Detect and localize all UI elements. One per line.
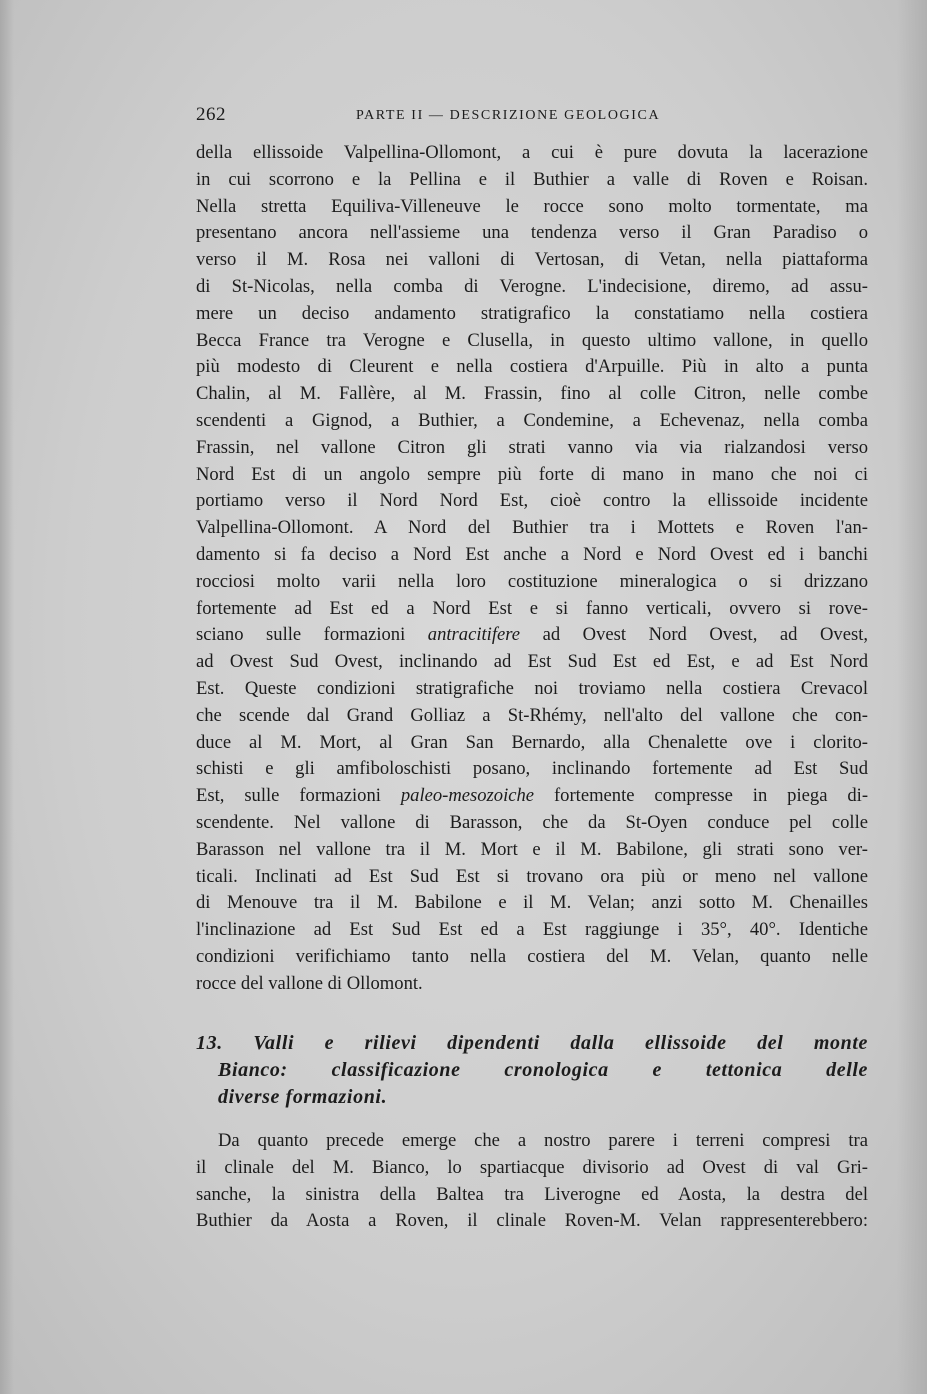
text-segment: ad Ovest Nord Ovest, ad Ovest, [520,624,868,646]
text-line [196,756,868,783]
text-line [196,488,868,515]
text-segment: Nella stretta Equiliva-Villeneuve le rocce sono molto tormentate, ma [196,195,868,217]
text-segment: Nord Est di un angolo sempre più forte di mano in mano che noi ci [196,463,868,485]
text-line [196,971,868,998]
text-segment: in cui scorrono e la Pellina e il Buthier a valle di Roven e Roisan. [196,168,868,190]
text-segment: condizioni verifichiamo tanto nella costiera del M. Velan, quanto nelle [196,945,868,967]
text-segment: Buthier da Aosta a Roven, il clinale Roven-M. Velan rappresenterebbero: [196,1210,868,1232]
text-line [196,703,868,730]
text-segment: ticali. Inclinati ad Est Sud Est si trovano ora più or meno nel vallone [196,865,868,887]
body-paragraph-1 [196,140,868,998]
text-segment: di St-Nicolas, nella comba di Verogne. L'indecisione, diremo, ad assu- [196,275,868,297]
text-segment: Est. Queste condizioni stratigrafiche noi troviamo nella costiera Crevacol [196,677,868,699]
text-line [196,1155,868,1182]
text-line [196,944,868,971]
text-segment: Da quanto precede emerge che a nostro parere i terreni compresi tra [218,1130,868,1151]
running-head: PARTE II — DESCRIZIONE GEOLOGICA [356,108,661,123]
text-line [196,542,868,569]
text-line [196,649,868,676]
text-segment: sanche, la sinistra della Baltea tra Liverogne ed Aosta, la destra del [196,1183,868,1205]
text-line [196,328,868,355]
text-line [196,140,868,167]
text-segment: sciano sulle formazioni [196,624,428,646]
text-line [196,515,868,542]
text-line [196,194,868,221]
text-line [196,1182,868,1209]
text-segment: scendenti a Gignod, a Buthier, a Condemine, a Echevenaz, nella comba [196,409,868,431]
page-header [196,104,868,128]
text-line [196,1208,868,1235]
text-segment: rocciosi molto varii nella loro costituzione mineralogica o si drizzano [196,570,868,592]
page-edge-shadow-right [897,0,927,1394]
text-segment: Barasson nel vallone tra il M. Mort e il M. Babilone, gli strati sono ver- [196,838,868,860]
text-segment: della ellissoide Valpellina-Ollomont, a cui è pure dovuta la lacerazione [196,142,868,163]
text-line [196,622,868,649]
section-heading-line-1: 13. Valli e rilievi dipendenti dalla ellissoide del monte [196,1032,868,1054]
text-segment: Frassin, nel vallone Citron gli strati vanno via via rialzandosi verso [196,436,868,458]
text-segment: portiamo verso il Nord Nord Est, cioè contro la ellissoide incidente [196,490,868,512]
text-segment: Est, sulle formazioni [196,785,401,807]
text-segment: duce al M. Mort, al Gran San Bernardo, alla Chenalette ove i clorito- [196,731,868,753]
text-line [196,408,868,435]
text-line [196,220,868,247]
section-heading [196,1030,868,1111]
text-segment: mere un deciso andamento stratigrafico la constatiamo nella costiera [196,302,868,324]
text-segment: che scende dal Grand Golliaz a St-Rhémy, nell'alto del vallone che con- [196,704,868,726]
text-segment: presentano ancora nell'assieme una tendenza verso il Gran Paradiso o [196,222,868,244]
text-segment: damento si fa deciso a Nord Est anche a Nord e Nord Ovest ed i banchi [196,543,868,565]
text-line [196,837,868,864]
text-line [196,569,868,596]
section-heading-line-3: diverse formazioni. [218,1086,388,1108]
text-line [196,354,868,381]
text-segment: fortemente compresse in piega di- [534,785,868,807]
text-segment: di Menouve tra il M. Babilone e il M. Velan; anzi sotto M. Chenailles [196,892,868,914]
text-line [196,730,868,757]
text-segment: Valpellina-Ollomont. A Nord del Buthier tra i Mottets e Roven l'an- [196,517,868,539]
text-line [196,864,868,891]
italic-term: antracitifere [427,624,521,646]
text-line [196,810,868,837]
text-line [196,917,868,944]
text-line [196,890,868,917]
italic-term: paleo-mesozoiche [400,785,535,807]
text-segment: l'inclinazione ad Est Sud Est ed a Est raggiunge i 35°, 40°. Identiche [196,919,868,941]
text-segment: Becca France tra Verogne e Clusella, in questo ultimo vallone, in quello [196,329,868,351]
text-segment: più modesto di Cleurent e nella costiera d'Arpuille. Più in alto a punta [196,356,868,378]
text-line [196,167,868,194]
text-segment: fortemente ad Est ed a Nord Est e si fanno verticali, ovvero si rove- [196,597,868,619]
text-line [196,274,868,301]
body-paragraph-2 [196,1128,868,1235]
text-line [196,1128,868,1155]
text-line [196,783,868,810]
text-segment: ad Ovest Sud Ovest, inclinando ad Est Sud Est ed Est, e ad Est Nord [196,651,868,673]
text-line [196,435,868,462]
text-line [196,596,868,623]
page-number: 262 [196,104,226,125]
text-segment: rocce del vallone di Ollomont. [196,972,423,994]
text-segment: il clinale del M. Bianco, lo spartiacque divisorio ad Ovest di val Gri- [196,1156,868,1178]
section-heading-line-2: Bianco: classificazione cronologica e tettonica delle [218,1059,868,1081]
text-line [196,462,868,489]
text-line [196,301,868,328]
page-edge-shadow-left [0,0,14,1394]
text-segment: verso il M. Rosa nei valloni di Vertosan, di Vetan, nella piattaforma [196,249,868,271]
text-line [196,381,868,408]
text-line [196,676,868,703]
text-segment: scendente. Nel vallone di Barasson, che da St-Oyen conduce pel colle [196,811,868,833]
text-segment: schisti e gli amfiboloschisti posano, inclinando fortemente ad Est Sud [196,758,868,780]
text-segment: Chalin, al M. Fallère, al M. Frassin, fino al colle Citron, nelle combe [196,383,868,405]
text-line [196,247,868,274]
